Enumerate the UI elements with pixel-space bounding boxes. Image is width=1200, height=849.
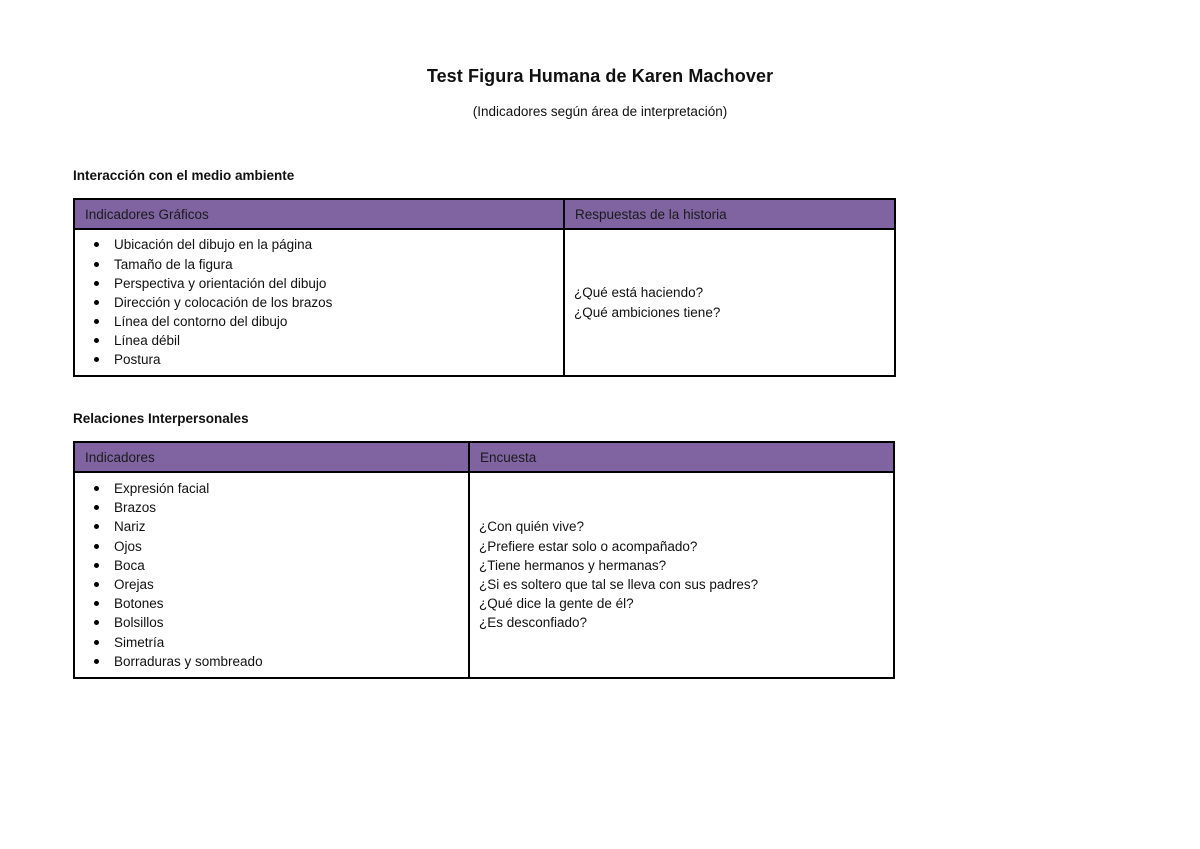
indicator-item: Dirección y colocación de los brazos: [75, 293, 563, 312]
table-interaccion: [73, 198, 896, 377]
indicator-item: Brazos: [75, 498, 468, 517]
indicator-list: [75, 479, 468, 671]
question-list: [574, 283, 894, 321]
section-heading-relaciones: Relaciones Interpersonales: [73, 411, 249, 426]
indicators-cell: [74, 472, 469, 678]
column-header-indicadores-graficos: Indicadores Gráficos: [74, 199, 564, 229]
question-item: ¿Es desconfiado?: [479, 615, 588, 631]
question-item: ¿Qué ambiciones tiene?: [574, 304, 721, 320]
table-body-row: [74, 472, 894, 678]
table-header-row: [74, 442, 894, 472]
indicator-item: Orejas: [75, 575, 468, 594]
answers-cell: [564, 229, 895, 376]
question-item: ¿Tiene hermanos y hermanas?: [479, 557, 667, 573]
indicator-item: Tamaño de la figura: [75, 255, 563, 274]
indicator-item: Simetría: [75, 633, 468, 652]
question-list: [479, 517, 893, 632]
indicator-item: Nariz: [75, 517, 468, 536]
section-heading-interaccion: Interacción con el medio ambiente: [73, 168, 295, 183]
table-header-row: [74, 199, 895, 229]
column-header-encuesta: Encuesta: [469, 442, 894, 472]
indicator-item: Bolsillos: [75, 613, 468, 632]
question-item: ¿Qué está haciendo?: [574, 285, 704, 301]
answers-cell: [469, 472, 894, 678]
question-item: ¿Prefiere estar solo o acompañado?: [479, 538, 698, 554]
question-item: ¿Con quién vive?: [479, 519, 585, 535]
document-subtitle: (Indicadores según área de interpretación): [472, 104, 728, 119]
column-header-indicadores: Indicadores: [74, 442, 469, 472]
indicator-item: Perspectiva y orientación del dibujo: [75, 274, 563, 293]
indicator-item: Boca: [75, 556, 468, 575]
indicator-item: Expresión facial: [75, 479, 468, 498]
indicator-item: Ojos: [75, 537, 468, 556]
table-relaciones: [73, 441, 895, 679]
indicator-item: Línea débil: [75, 331, 563, 350]
table-body-row: [74, 229, 895, 376]
indicator-item: Borraduras y sombreado: [75, 652, 468, 671]
indicator-item: Ubicación del dibujo en la página: [75, 235, 563, 254]
column-header-respuestas: Respuestas de la historia: [564, 199, 895, 229]
document-title: Test Figura Humana de Karen Machover: [426, 66, 774, 86]
indicator-item: Línea del contorno del dibujo: [75, 312, 563, 331]
indicator-item: Botones: [75, 594, 468, 613]
question-item: ¿Si es soltero que tal se lleva con sus padres?: [479, 577, 759, 592]
indicator-item: Postura: [75, 350, 563, 369]
indicators-cell: [74, 229, 564, 376]
indicator-list: [75, 235, 563, 369]
question-item: ¿Qué dice la gente de él?: [479, 596, 634, 612]
